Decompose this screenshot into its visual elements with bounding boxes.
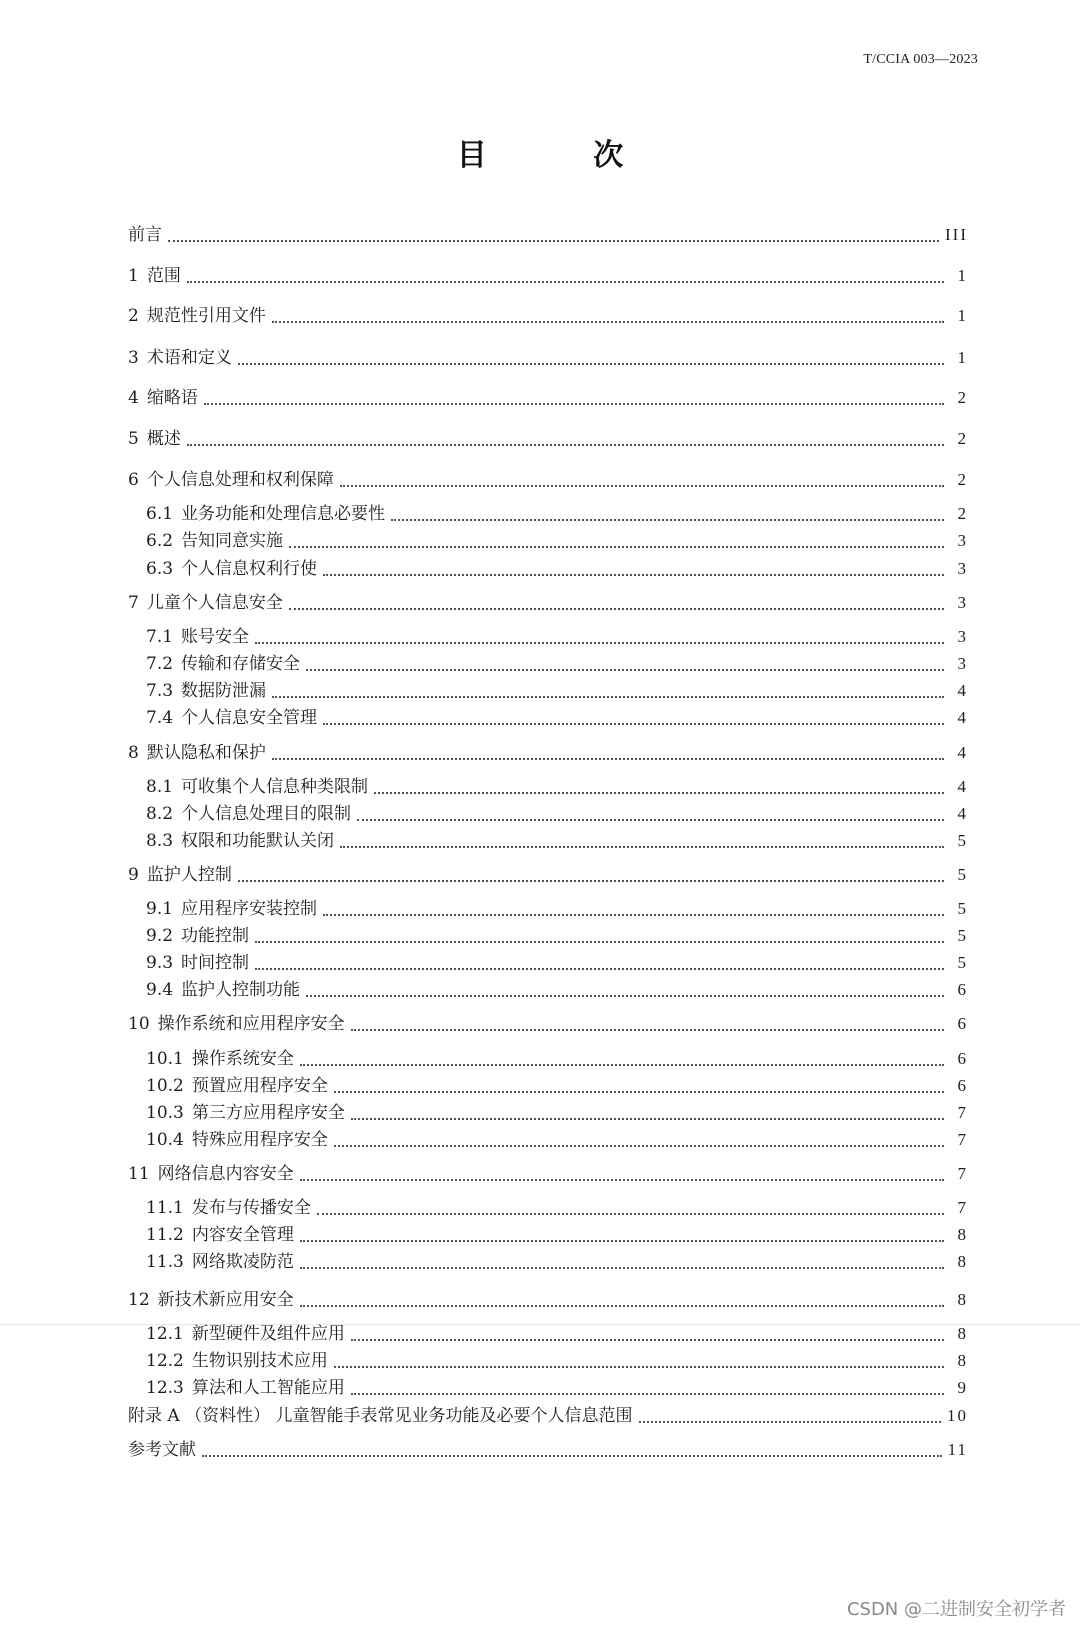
toc-entry-page: 4 xyxy=(957,743,968,762)
toc-entry-page: 6 xyxy=(957,980,968,999)
toc-entry-title: 传输和存储安全 xyxy=(181,654,301,674)
toc-dot-leader xyxy=(334,1131,944,1151)
toc-entry[interactable] xyxy=(146,1073,968,1097)
toc-dot-leader xyxy=(300,1050,944,1070)
toc-entry-number: 9.1 xyxy=(146,899,174,919)
toc-entry-number: 9.3 xyxy=(146,953,174,973)
toc-dot-leader xyxy=(289,532,944,552)
toc-entry-title: 功能控制 xyxy=(181,926,250,946)
toc-dot-leader xyxy=(168,226,939,246)
toc-entry[interactable] xyxy=(128,1287,968,1311)
toc-entry-page: 10 xyxy=(947,1406,968,1425)
toc-entry[interactable] xyxy=(146,1100,968,1124)
toc-entry-page: 3 xyxy=(957,531,968,550)
toc-entry[interactable] xyxy=(146,624,968,648)
toc-entry-title: 内容安全管理 xyxy=(191,1225,294,1245)
toc-entry-title: 概述 xyxy=(146,429,181,449)
toc-dot-leader xyxy=(255,927,944,947)
toc-entry-number: 11 xyxy=(128,1164,150,1184)
toc-dot-leader xyxy=(351,1325,944,1345)
toc-entry-title: 缩略语 xyxy=(146,388,198,408)
toc-entry-number: 10.2 xyxy=(146,1076,184,1096)
toc-entry[interactable] xyxy=(128,426,968,450)
toc-dot-leader xyxy=(357,805,944,825)
toc-entry-page: 8 xyxy=(957,1290,968,1309)
toc-dot-leader xyxy=(202,1441,942,1461)
toc-entry-page: 5 xyxy=(957,831,968,850)
toc-entry[interactable] xyxy=(128,263,968,287)
toc-entry-page: 7 xyxy=(957,1164,968,1183)
toc-entry[interactable] xyxy=(146,1375,968,1399)
toc-entry-title: 规范性引用文件 xyxy=(146,306,266,326)
toc-dot-leader xyxy=(306,655,944,675)
toc-entry[interactable] xyxy=(146,1127,968,1151)
toc-dot-leader xyxy=(187,267,944,287)
toc-entry-title: 预置应用程序安全 xyxy=(191,1076,328,1096)
toc-entry-title: 附录 A （资料性） 儿童智能手表常见业务功能及必要个人信息范围 xyxy=(128,1406,633,1426)
document-code: T/CCIA 003—2023 xyxy=(863,52,978,67)
toc-entry[interactable] xyxy=(146,977,968,1001)
toc-entry-page: 1 xyxy=(957,306,968,325)
toc-entry-title: 默认隐私和保护 xyxy=(146,743,266,763)
toc-entry-title: 时间控制 xyxy=(181,953,250,973)
toc-dot-leader xyxy=(255,628,944,648)
toc-dot-leader xyxy=(272,744,944,764)
toc-entry-page: 3 xyxy=(957,559,968,578)
toc-entry[interactable] xyxy=(146,896,968,920)
toc-entry[interactable] xyxy=(146,1222,968,1246)
toc-entry-page: 4 xyxy=(957,777,968,796)
toc-entry-page: 2 xyxy=(957,470,968,489)
toc-entry-number: 9.4 xyxy=(146,980,174,1000)
toc-entry-title: 个人信息权利行使 xyxy=(181,559,318,579)
toc-entry-title: 新技术新应用安全 xyxy=(157,1290,294,1310)
toc-dot-leader xyxy=(187,430,944,450)
toc-entry-page: 8 xyxy=(957,1225,968,1244)
toc-dot-leader xyxy=(306,981,944,1001)
toc-entry-number: 12 xyxy=(128,1290,150,1310)
toc-dot-leader xyxy=(204,389,944,409)
toc-dot-leader xyxy=(391,505,944,525)
toc-dot-leader xyxy=(323,560,944,580)
toc-dot-leader xyxy=(334,1077,944,1097)
toc-entry-title: 监护人控制功能 xyxy=(181,980,301,1000)
toc-entry-page: 8 xyxy=(957,1324,968,1343)
table-of-contents xyxy=(128,0,968,1629)
toc-entry-page: 5 xyxy=(957,953,968,972)
toc-entry[interactable] xyxy=(146,528,968,552)
toc-entry-page: 3 xyxy=(957,593,968,612)
toc-entry-title: 算法和人工智能应用 xyxy=(191,1378,345,1398)
toc-entry-number: 7 xyxy=(128,593,139,613)
toc-entry[interactable] xyxy=(128,303,968,327)
toc-entry-page: 11 xyxy=(947,1440,968,1459)
toc-dot-leader xyxy=(351,1015,944,1035)
toc-entry-page: 5 xyxy=(957,926,968,945)
toc-dot-leader xyxy=(317,1199,944,1219)
toc-entry-number: 8.3 xyxy=(146,831,174,851)
toc-entry-page: 9 xyxy=(957,1378,968,1397)
toc-entry-number: 10 xyxy=(128,1014,150,1034)
toc-entry-title: 应用程序安装控制 xyxy=(181,899,318,919)
toc-entry[interactable] xyxy=(128,862,968,886)
toc-entry-title: 个人信息处理和权利保障 xyxy=(146,470,334,490)
toc-entry[interactable] xyxy=(146,828,968,852)
toc-entry[interactable] xyxy=(146,950,968,974)
toc-entry-number: 12.1 xyxy=(146,1324,184,1344)
toc-entry-number: 7.1 xyxy=(146,627,174,647)
toc-entry-title: 个人信息处理目的限制 xyxy=(181,804,352,824)
toc-dot-leader xyxy=(300,1226,944,1246)
toc-entry[interactable] xyxy=(128,345,968,369)
toc-entry-number: 11.2 xyxy=(146,1225,184,1245)
toc-dot-leader xyxy=(323,900,944,920)
toc-entry-title: 前言 xyxy=(128,225,162,245)
toc-entry-title: 业务功能和处理信息必要性 xyxy=(181,504,386,524)
toc-entry[interactable] xyxy=(146,705,968,729)
toc-entry-title: 操作系统和应用程序安全 xyxy=(157,1014,345,1034)
toc-entry-page: 4 xyxy=(957,708,968,727)
toc-entry-page: 6 xyxy=(957,1014,968,1033)
toc-entry-title: 操作系统安全 xyxy=(191,1049,294,1069)
toc-entry-number: 4 xyxy=(128,388,139,408)
toc-dot-leader xyxy=(300,1291,944,1311)
toc-entry-title: 数据防泄漏 xyxy=(181,681,267,701)
toc-entry-page: 7 xyxy=(957,1103,968,1122)
toc-entry-title: 范围 xyxy=(146,266,181,286)
toc-entry-title: 网络欺凌防范 xyxy=(191,1252,294,1272)
toc-entry-page: 2 xyxy=(957,388,968,407)
toc-entry-page: 1 xyxy=(957,266,968,285)
toc-entry-number: 1 xyxy=(128,266,139,286)
toc-entry-title: 第三方应用程序安全 xyxy=(191,1103,345,1123)
toc-entry[interactable] xyxy=(128,590,968,614)
toc-entry-number: 8.1 xyxy=(146,777,174,797)
toc-entry-page: 4 xyxy=(957,681,968,700)
toc-entry-number: 12.3 xyxy=(146,1378,184,1398)
toc-entry-number: 9 xyxy=(128,865,139,885)
toc-dot-leader xyxy=(374,778,944,798)
toc-entry-page: 3 xyxy=(957,627,968,646)
toc-entry[interactable] xyxy=(128,385,968,409)
toc-entry[interactable] xyxy=(128,1437,968,1461)
toc-entry-title: 新型硬件及组件应用 xyxy=(191,1324,345,1344)
toc-entry-title: 儿童个人信息安全 xyxy=(146,593,283,613)
toc-entry-number: 7.3 xyxy=(146,681,174,701)
toc-entry-number: 12.2 xyxy=(146,1351,184,1371)
toc-entry[interactable] xyxy=(146,556,968,580)
toc-entry-page: 4 xyxy=(957,804,968,823)
toc-dot-leader xyxy=(351,1104,944,1124)
toc-dot-leader xyxy=(334,1352,944,1372)
toc-entry-page: 6 xyxy=(957,1049,968,1068)
toc-entry[interactable] xyxy=(146,651,968,675)
toc-entry-page: 5 xyxy=(957,899,968,918)
toc-entry-title: 告知同意实施 xyxy=(181,531,284,551)
toc-dot-leader xyxy=(272,682,944,702)
page-title: 目 次 xyxy=(456,138,672,173)
toc-entry-title: 监护人控制 xyxy=(146,865,232,885)
toc-dot-leader xyxy=(238,866,944,886)
toc-entry-number: 9.2 xyxy=(146,926,174,946)
toc-entry-title: 权限和功能默认关闭 xyxy=(181,831,335,851)
toc-entry-title: 个人信息安全管理 xyxy=(181,708,318,728)
toc-dot-leader xyxy=(340,832,944,852)
toc-dot-leader xyxy=(300,1253,944,1273)
toc-dot-leader xyxy=(300,1165,944,1185)
toc-entry-number: 6 xyxy=(128,470,139,490)
toc-entry-title: 账号安全 xyxy=(181,627,250,647)
toc-entry-number: 7.4 xyxy=(146,708,174,728)
toc-entry-number: 8.2 xyxy=(146,804,174,824)
toc-entry[interactable] xyxy=(146,801,968,825)
toc-entry-title: 特殊应用程序安全 xyxy=(191,1130,328,1150)
toc-entry[interactable] xyxy=(146,1249,968,1273)
toc-entry-number: 11.1 xyxy=(146,1198,184,1218)
toc-entry-page: 8 xyxy=(957,1351,968,1370)
toc-entry[interactable] xyxy=(146,1348,968,1372)
toc-entry[interactable] xyxy=(146,774,968,798)
toc-entry-number: 5 xyxy=(128,429,139,449)
toc-entry[interactable] xyxy=(146,1046,968,1070)
toc-entry[interactable] xyxy=(146,678,968,702)
toc-entry[interactable] xyxy=(128,1403,968,1427)
toc-entry-page: 7 xyxy=(957,1130,968,1149)
toc-entry-number: 3 xyxy=(128,348,139,368)
toc-dot-leader xyxy=(289,594,944,614)
toc-entry-page: 1 xyxy=(957,348,968,367)
toc-entry-number: 10.3 xyxy=(146,1103,184,1123)
toc-entry-title: 网络信息内容安全 xyxy=(157,1164,294,1184)
toc-entry-number: 6.3 xyxy=(146,559,174,579)
toc-entry-title: 发布与传播安全 xyxy=(191,1198,311,1218)
toc-entry-page: 3 xyxy=(957,654,968,673)
toc-dot-leader xyxy=(639,1407,942,1427)
toc-entry-page: 5 xyxy=(957,865,968,884)
toc-entry-number: 8 xyxy=(128,743,139,763)
toc-entry[interactable] xyxy=(146,923,968,947)
toc-entry[interactable] xyxy=(128,222,968,246)
toc-dot-leader xyxy=(272,307,944,327)
toc-entry-number: 11.3 xyxy=(146,1252,184,1272)
toc-entry-title: 生物识别技术应用 xyxy=(191,1351,328,1371)
toc-entry-page: 6 xyxy=(957,1076,968,1095)
toc-entry[interactable] xyxy=(128,467,968,491)
toc-entry[interactable] xyxy=(128,740,968,764)
toc-entry[interactable] xyxy=(146,1321,968,1345)
toc-entry-page: 2 xyxy=(957,429,968,448)
toc-dot-leader xyxy=(340,471,944,491)
toc-entry-title: 参考文献 xyxy=(128,1440,196,1460)
toc-dot-leader xyxy=(255,954,944,974)
toc-entry[interactable] xyxy=(128,1161,968,1185)
toc-entry-number: 7.2 xyxy=(146,654,174,674)
toc-entry-title: 术语和定义 xyxy=(146,348,232,368)
toc-entry-number: 6.2 xyxy=(146,531,174,551)
toc-entry-number: 6.1 xyxy=(146,504,174,524)
toc-entry-number: 2 xyxy=(128,306,139,326)
toc-entry-page: 7 xyxy=(957,1198,968,1217)
toc-entry[interactable] xyxy=(128,1011,968,1035)
toc-entry-number: 10.4 xyxy=(146,1130,184,1150)
toc-entry-page: III xyxy=(945,225,968,244)
watermark: CSDN @二进制安全初学者 xyxy=(846,1599,1066,1620)
toc-dot-leader xyxy=(351,1379,944,1399)
toc-entry[interactable] xyxy=(146,501,968,525)
toc-entry[interactable] xyxy=(146,1195,968,1219)
toc-dot-leader xyxy=(323,709,944,729)
toc-entry-number: 10.1 xyxy=(146,1049,184,1069)
toc-dot-leader xyxy=(238,349,944,369)
toc-entry-page: 8 xyxy=(957,1252,968,1271)
toc-entry-page: 2 xyxy=(957,504,968,523)
toc-entry-title: 可收集个人信息种类限制 xyxy=(181,777,369,797)
